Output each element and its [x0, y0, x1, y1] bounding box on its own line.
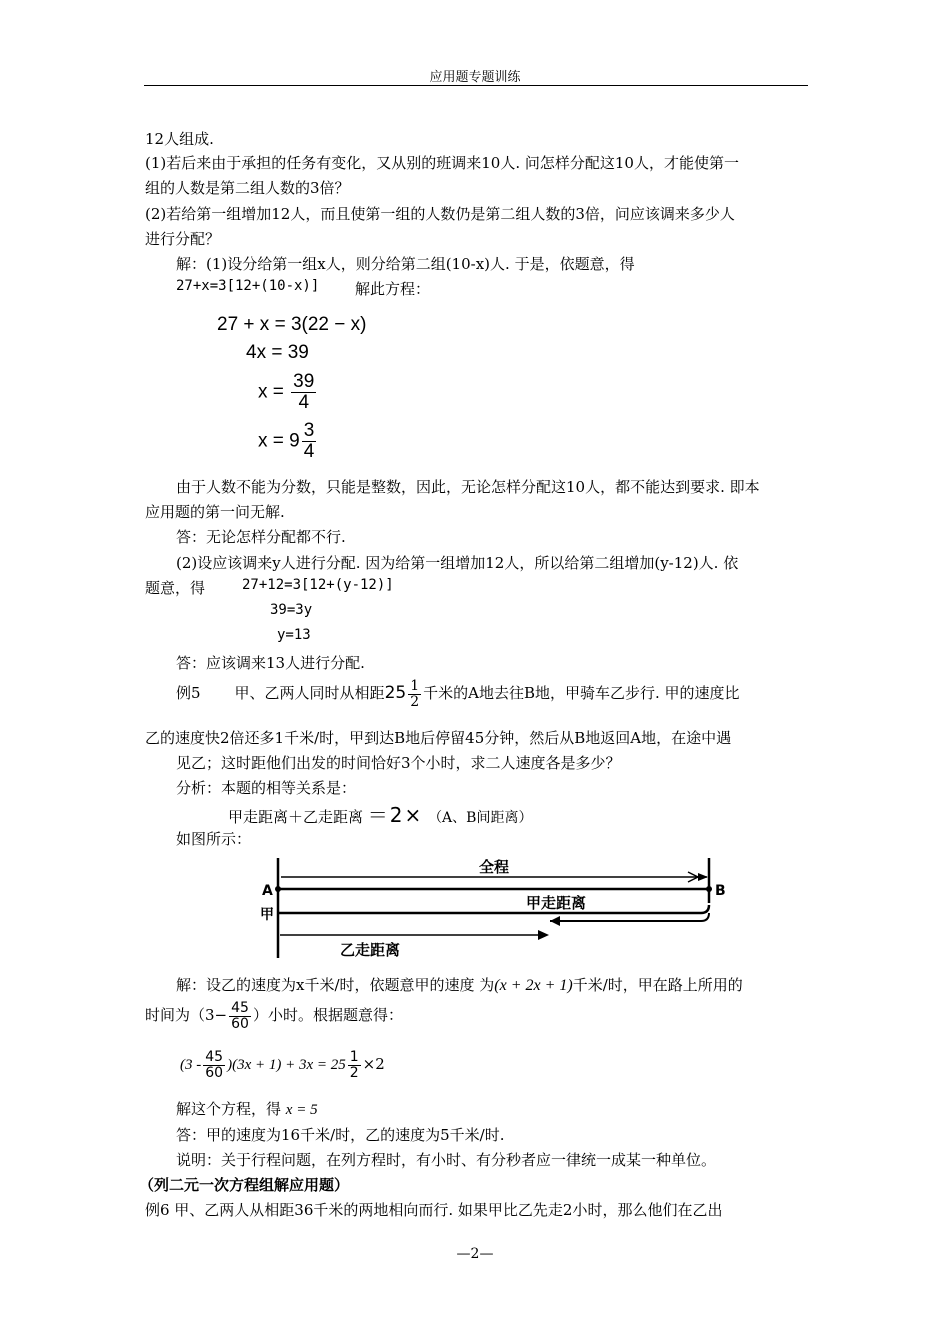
section-heading: （列二元一次方程组解应用题）	[139, 1176, 350, 1194]
math-equation	[258, 372, 318, 413]
text-line: 解此方程：	[355, 280, 431, 298]
text-line: 见乙；这时距他们出发的时间恰好3个小时，求二人速度各是多少？	[176, 754, 621, 772]
fraction: $\frac{1}{2}$	[349, 1049, 359, 1081]
fraction: $\frac{1}{2}$	[410, 678, 420, 710]
math-equation: (3 - $\frac{45}{60}$ )(3x + 1) + 3x = 25 $\frac{1}{2}$ ×2	[180, 1049, 385, 1081]
equation-text: 39=3y	[270, 602, 313, 618]
text-line: 说明：关于行程问题，在列方程时，有小时、有分秒者应一律统一成某一种单位。	[176, 1151, 717, 1169]
eq-lhs: x = 9	[258, 430, 300, 452]
text-line: 应用题的第一问无解.	[145, 503, 285, 521]
text-line: 组的人数是第二组人数的3倍？	[145, 179, 350, 197]
jia-turn-curve	[701, 905, 709, 913]
text-line: 12人组成.	[145, 130, 214, 148]
text-line: 解：(1)设分给第一组x人，则分给第二组(10-x)人. 于是，依题意，得	[176, 255, 635, 273]
example-line: 例5 甲、乙两人同时从相距25 $\frac{1}{2}$ 千米的A地去往B地，甲骑车乙步行. 甲的速度比	[176, 678, 740, 710]
equation-text: 27+12=3[12+(y-12)]	[242, 577, 394, 593]
text-line: 例6 甲、乙两人从相距36千米的两地相向而行. 如果甲比乙先走2小时，那么他们在乙出	[145, 1201, 723, 1219]
text-line: 解：设乙的速度为x千米/时，依题意甲的速度 为(x + 2x + 1)千米/时，甲在路上所用的	[176, 976, 743, 994]
text-line: 解这个方程，得 x = 5	[176, 1100, 318, 1118]
fraction: $\frac{3}{4}$	[303, 420, 315, 462]
text-line: 由于人数不能为分数，只能是整数，因此，无论怎样分配这10人，都不能达到要求. 即本	[176, 478, 760, 496]
label-jia-distance: 甲走距离	[525, 894, 587, 912]
header-rule	[144, 85, 808, 86]
jia-return-arrowhead	[550, 916, 560, 926]
math-equation: 27 + x = 3(22 − x)	[217, 314, 367, 335]
text-line: 题意，得	[145, 579, 206, 597]
text-line: 时间为（3− $\frac{45}{60}$ ）小时。根据题意得：	[145, 1000, 403, 1032]
yi-arrowhead	[538, 930, 549, 940]
math-equation: 4x = 39	[246, 342, 309, 363]
equation-text: 27+x=3[12+(10-x)]	[176, 278, 320, 294]
text-line: 甲走距离＋乙走距离 ＝2× （A、B间距离）	[228, 803, 533, 827]
label-yi-distance: 乙走距离	[339, 941, 401, 959]
text-line: 乙的速度快2倍还多1千米/时，甲到达B地后停留45分钟，然后从B地返回A地，在途中遇	[145, 729, 732, 747]
text-line: (2)若给第一组增加12人，而且使第一组的人数仍是第二组人数的3倍，问应该调来多少人	[145, 205, 735, 223]
math-equation	[258, 421, 318, 462]
text-line: (1)若后来由于承担的任务有变化，又从别的班调来10人. 问怎样分配这10人，才能使第一	[145, 154, 739, 172]
point-b	[706, 886, 712, 892]
fraction: $\frac{45}{60}$	[231, 1000, 249, 1032]
label-jia: 甲	[260, 907, 274, 923]
text-line: 分析：本题的相等关系是：	[176, 779, 357, 797]
page-header: 应用题专题训练	[429, 70, 521, 85]
text-line: 答：应该调来13人进行分配.	[176, 654, 365, 672]
equation-text: y=13	[277, 627, 311, 643]
text-line: 进行分配？	[145, 230, 221, 248]
text-line: 如图所示：	[176, 830, 252, 848]
text-line: 答：甲的速度为16千米/时，乙的速度为5千米/时.	[176, 1126, 505, 1144]
page-number: —2—	[456, 1246, 494, 1262]
eq-lhs: x =	[258, 381, 284, 403]
text-line: (2)设应该调来y人进行分配. 因为给第一组增加12人，所以给第二组增加(y-12)人. 依	[176, 554, 739, 572]
point-a	[275, 886, 281, 892]
label-b: B	[715, 883, 726, 899]
text-line: 答：无论怎样分配都不行.	[176, 528, 346, 546]
distance-diagram	[258, 855, 726, 960]
fraction: $\frac{45}{60}$	[205, 1049, 224, 1081]
fraction: $\frac{39}{4}$	[293, 371, 315, 413]
label-a: A	[262, 883, 273, 899]
label-full-distance: 全程	[478, 858, 510, 876]
example-label: 例5	[176, 684, 201, 703]
